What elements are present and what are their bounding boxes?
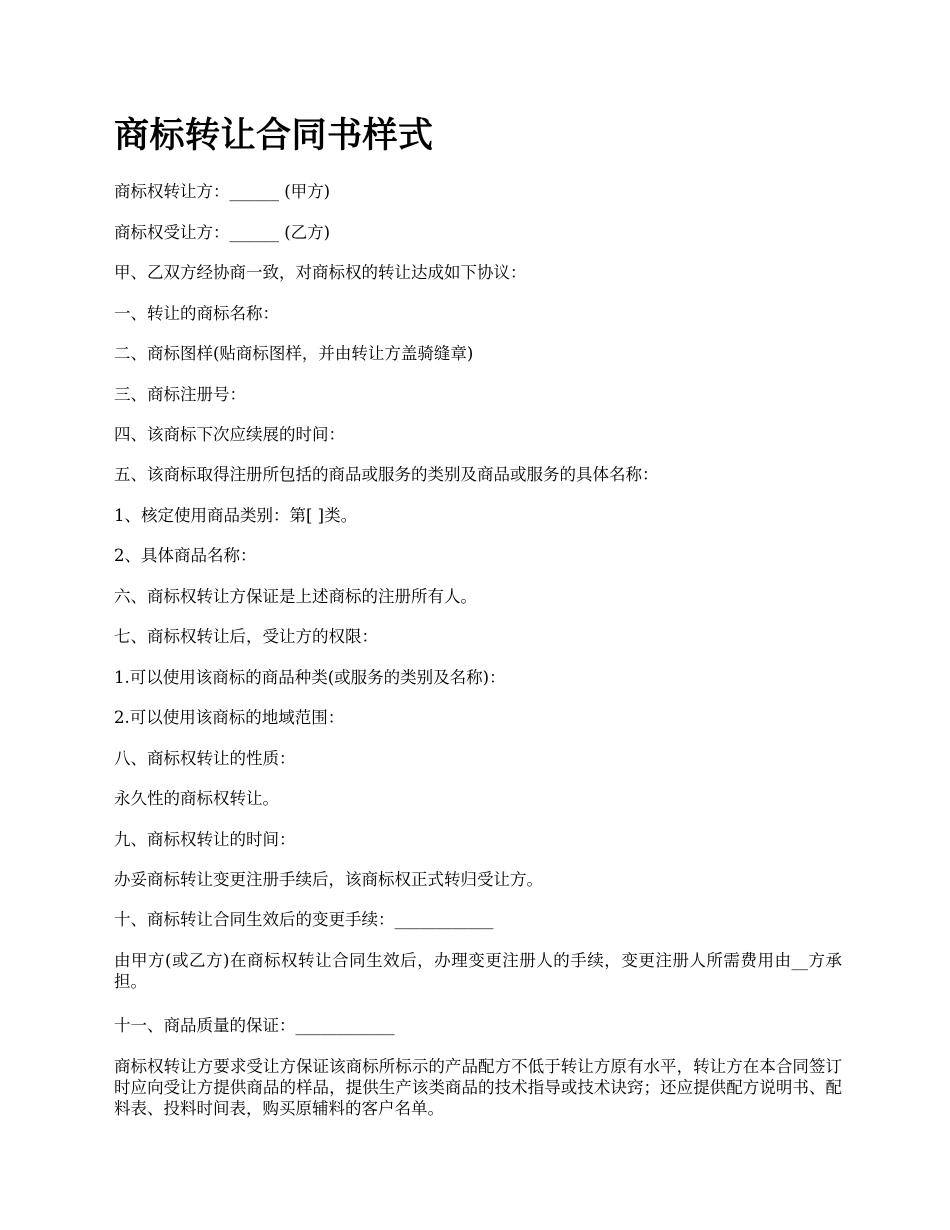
document-title: 商标转让合同书样式 <box>114 115 434 156</box>
clause-5-heading: 五、该商标取得注册所包括的商品或服务的类别及商品或服务的具体名称： <box>114 465 659 484</box>
clause-2-heading: 二、商标图样(贴商标图样，并由转让方盖骑缝章) <box>114 344 474 363</box>
clause-3-heading: 三、商标注册号： <box>114 385 246 404</box>
clause-11-body: 商标权转让方要求受让方保证该商标所标示的产品配方不低于转让方原有水平，转让方在本合同签订时应向受让方提供商品的样品，提供生产该类商品的技术指导或技术诀窍；还应提供配方说明书、配料表、投料时间表，购买原辅料的客户名单。 <box>114 1057 842 1118</box>
clause-4-heading: 四、该商标下次应续展的时间： <box>114 425 345 444</box>
clause-preamble: 甲、乙双方经协商一致，对商标权的转让达成如下协议： <box>114 263 527 282</box>
clause-5-item-2: 2、具体商品名称： <box>114 546 257 565</box>
clause-10-body: 由甲方(或乙方)在商标权转让合同生效后，办理变更注册人的手续，变更注册人所需费用由__方承担。 <box>114 951 842 991</box>
clause-transferee: 商标权受让方：______ (乙方) <box>114 223 331 242</box>
clause-5-item-1: 1、核定使用商品类别：第[ ]类。 <box>114 506 358 525</box>
clause-8-heading: 八、商标权转让的性质： <box>114 749 296 768</box>
clause-7-heading: 七、商标权转让后，受让方的权限： <box>114 627 378 646</box>
clause-9-body: 办妥商标转让变更注册手续后，该商标权正式转归受让方。 <box>114 870 543 889</box>
clause-11-heading: 十一、商品质量的保证：____________ <box>114 1016 395 1035</box>
clause-9-heading: 九、商标权转让的时间： <box>114 830 296 849</box>
clause-8-body: 永久性的商标权转让。 <box>114 789 279 808</box>
clause-transferor: 商标权转让方：______ (甲方) <box>114 182 331 201</box>
clause-10-heading: 十、商标转让合同生效后的变更手续：____________ <box>114 910 494 929</box>
clause-6-heading: 六、商标权转让方保证是上述商标的注册所有人。 <box>114 587 477 606</box>
clause-7-item-1: 1.可以使用该商标的商品种类(或服务的类别及名称)： <box>114 668 506 687</box>
clause-1-heading: 一、转让的商标名称： <box>114 304 279 323</box>
clause-7-item-2: 2.可以使用该商标的地域范围： <box>114 708 345 727</box>
